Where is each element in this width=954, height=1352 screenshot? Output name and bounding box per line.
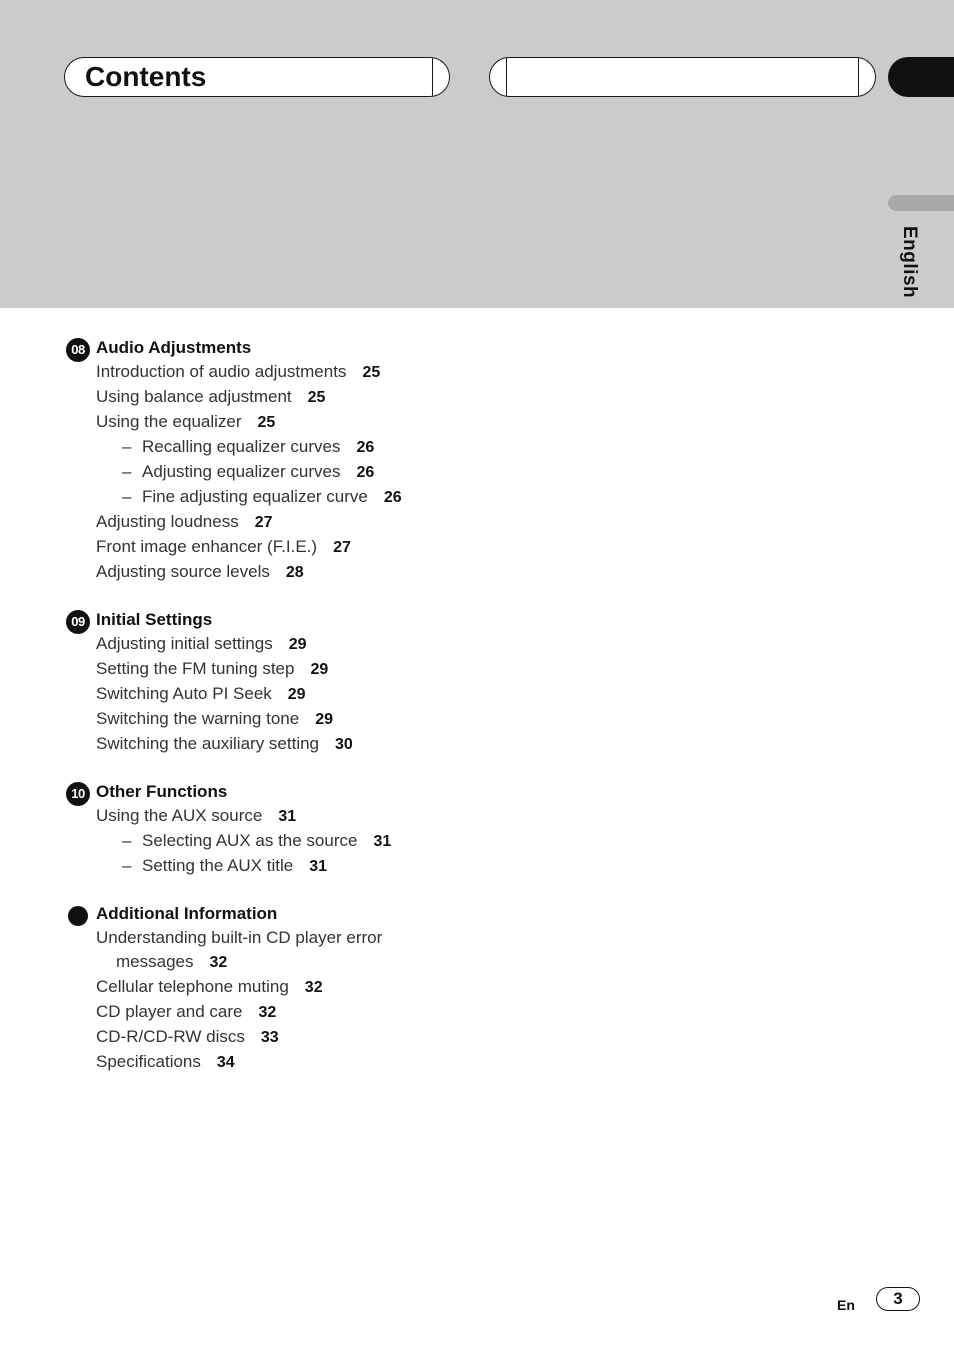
- page-ref: 27: [333, 539, 351, 556]
- pill-divider: [432, 58, 433, 96]
- page-ref: 31: [373, 833, 392, 850]
- page-ref: 28: [285, 564, 304, 581]
- toc-entry[interactable]: Switching Auto PI Seek 29: [96, 684, 306, 703]
- page-ref: 33: [260, 1029, 279, 1046]
- page-ref: 25: [257, 414, 276, 431]
- toc-entry[interactable]: Using balance adjustment 25: [96, 387, 326, 406]
- toc-subentry[interactable]: – Setting the AUX title 31: [66, 854, 486, 879]
- section-number-badge: 10: [66, 782, 90, 806]
- language-label: English: [899, 226, 920, 299]
- page-ref: 29: [288, 636, 307, 653]
- toc-entry[interactable]: Introduction of audio adjustments 25: [96, 362, 381, 381]
- toc-entry[interactable]: Adjusting initial settings 29: [96, 634, 307, 653]
- dash-bullet: –: [122, 462, 132, 481]
- toc-entry[interactable]: Cellular telephone muting 32: [96, 977, 323, 996]
- toc-entry[interactable]: Understanding built-in CD player error: [96, 928, 383, 947]
- toc-section-additional-info: [66, 902, 486, 1075]
- page-ref: 29: [315, 711, 333, 728]
- toc-entry[interactable]: Switching the warning tone 29: [96, 709, 333, 728]
- page-ref: 26: [356, 464, 375, 481]
- toc-section-audio: [66, 336, 486, 585]
- toc-section-other-functions: [66, 780, 486, 879]
- toc-entry[interactable]: CD player and care 32: [96, 1002, 277, 1021]
- dash-bullet: –: [122, 487, 132, 506]
- toc-entry[interactable]: CD-R/CD-RW discs 33: [96, 1027, 279, 1046]
- page-ref: 31: [309, 858, 327, 875]
- toc-entry[interactable]: Specifications 34: [96, 1052, 235, 1071]
- section-title[interactable]: Audio Adjustments: [96, 338, 252, 357]
- section-title[interactable]: Additional Information: [96, 904, 278, 923]
- edge-tab-gray: [888, 195, 954, 211]
- dash-bullet: –: [122, 831, 132, 850]
- page-ref: 29: [310, 661, 329, 678]
- pill-divider-left: [506, 58, 507, 96]
- header-band: [0, 0, 954, 308]
- section-number-badge: 08: [66, 338, 90, 362]
- toc-entry[interactable]: Using the AUX source 31: [96, 806, 297, 825]
- toc-subentry[interactable]: – Adjusting equalizer curves 26: [66, 460, 486, 485]
- title-pill: [64, 57, 450, 97]
- toc-entry[interactable]: Front image enhancer (F.I.E.) 27: [96, 537, 351, 556]
- dash-bullet: –: [122, 437, 132, 456]
- section-bullet-icon: [68, 906, 88, 926]
- toc-subentry[interactable]: – Fine adjusting equalizer curve 26: [66, 485, 486, 510]
- pill-divider-right: [858, 58, 859, 96]
- toc-entry[interactable]: Adjusting source levels 28: [96, 562, 304, 581]
- toc-subentry[interactable]: – Recalling equalizer curves 26: [66, 435, 486, 460]
- section-title[interactable]: Other Functions: [96, 782, 228, 801]
- dash-bullet: –: [122, 856, 132, 875]
- blank-header-pill: [489, 57, 876, 97]
- page-ref: 25: [362, 364, 381, 381]
- page-ref: 32: [258, 1004, 277, 1021]
- table-of-contents: [66, 336, 486, 1098]
- page-title: Contents: [85, 61, 207, 92]
- page-ref: 32: [209, 954, 228, 971]
- toc-entry-continuation[interactable]: messages 32: [116, 952, 228, 971]
- toc-entry[interactable]: Switching the auxiliary setting 30: [96, 734, 353, 753]
- toc-entry[interactable]: Adjusting loudness 27: [96, 512, 273, 531]
- toc-entry[interactable]: Setting the FM tuning step 29: [96, 659, 329, 678]
- toc-subentry[interactable]: – Selecting AUX as the source 31: [66, 829, 486, 854]
- page-ref: 27: [254, 514, 273, 531]
- page-ref: 29: [287, 686, 306, 703]
- page-ref: 31: [278, 808, 297, 825]
- toc-section-initial-settings: [66, 608, 486, 757]
- page-number: 3: [876, 1287, 920, 1311]
- page-ref: 26: [383, 489, 402, 506]
- page-ref: 34: [216, 1054, 235, 1071]
- footer-language-code: En: [837, 1297, 855, 1313]
- page-ref: 25: [307, 389, 326, 406]
- page-ref: 26: [356, 439, 375, 456]
- page-ref: 30: [335, 736, 353, 753]
- page-ref: 32: [304, 979, 323, 996]
- edge-tab-black: [888, 57, 954, 97]
- section-number-badge: 09: [66, 610, 90, 634]
- section-title[interactable]: Initial Settings: [96, 610, 213, 629]
- toc-entry[interactable]: Using the equalizer 25: [96, 412, 276, 431]
